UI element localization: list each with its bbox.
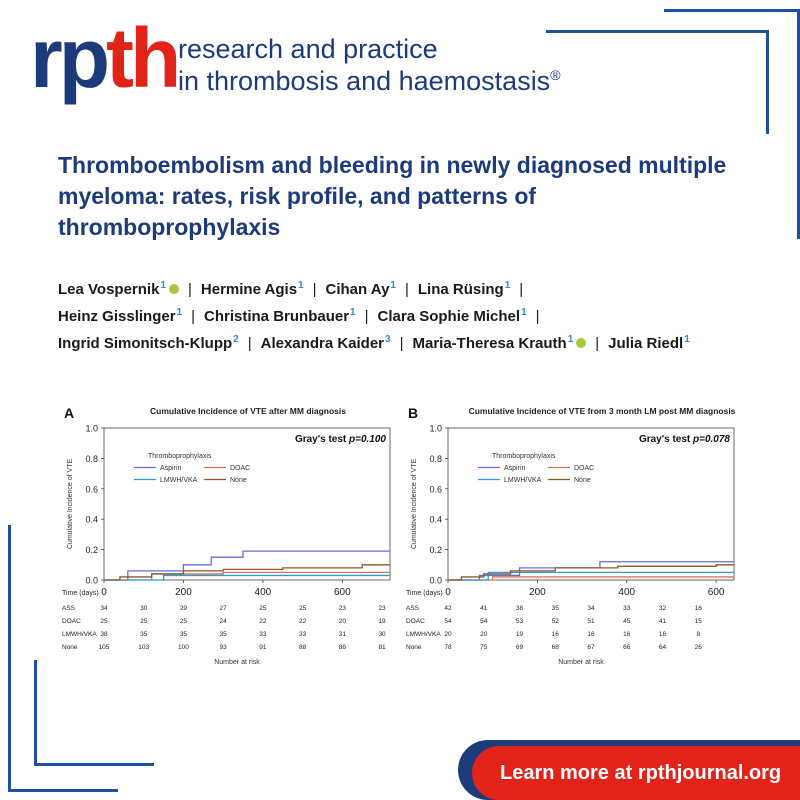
risk-value: 75: [480, 644, 488, 651]
series-line: [104, 575, 390, 580]
author-affiliation: 1: [521, 307, 527, 318]
frame-left-inner: [34, 660, 37, 765]
risk-value: 23: [378, 605, 386, 612]
author-10: [608, 335, 690, 352]
risk-value: 38: [100, 631, 108, 638]
risk-value: 86: [338, 644, 346, 651]
y-axis-label: Cumulative Incidence of VTE: [67, 458, 74, 550]
author-affiliation: 1: [350, 307, 356, 318]
author-6: [378, 308, 527, 325]
x-tick-label: 200: [175, 587, 192, 598]
risk-value: 23: [338, 605, 346, 612]
risk-value: 32: [658, 605, 667, 612]
journal-name-line2-text: in thrombosis and haemostasis: [178, 66, 551, 96]
author-affiliation: 1: [390, 280, 396, 291]
risk-value: 34: [100, 605, 108, 612]
frame-right-vertical: [766, 30, 769, 134]
author-list: [58, 276, 778, 357]
author-separator: |: [312, 281, 317, 298]
risk-row-label: ASS: [406, 605, 420, 612]
risk-value: 54: [444, 618, 452, 625]
risk-value: 68: [551, 644, 559, 651]
y-tick-label: 0.6: [85, 484, 98, 495]
risk-value: 51: [587, 618, 595, 625]
frame-top-right-line: [664, 9, 800, 12]
risk-value: 25: [298, 605, 307, 612]
x-tick-label: 0: [101, 587, 107, 598]
km-chart: [58, 398, 398, 688]
risk-value: 24: [219, 618, 227, 625]
legend-entry: None: [230, 477, 247, 484]
author-affiliation: 1: [160, 280, 166, 291]
risk-value: 15: [694, 618, 702, 625]
chart-title: Cumulative Incidence of VTE after MM diagnosis: [149, 406, 347, 416]
risk-value: 35: [551, 605, 559, 612]
risk-value: 105: [98, 644, 110, 651]
risk-value: 20: [338, 618, 346, 625]
author-name: Ingrid Simonitsch-Klupp: [58, 335, 233, 352]
risk-value: 33: [259, 631, 267, 638]
risk-value: 42: [444, 605, 452, 612]
risk-value: 88: [298, 644, 307, 651]
risk-row-label: DOAC: [406, 618, 425, 625]
risk-value: 34: [587, 605, 595, 612]
grays-test-value: p=0.100: [349, 434, 386, 445]
y-tick-label: 0.8: [429, 453, 442, 464]
grays-test: [295, 434, 386, 445]
author-name: Lina Rüsing: [417, 281, 504, 298]
author-2: [326, 281, 396, 298]
journal-name-line1: research and practice: [178, 34, 438, 64]
risk-row-label: ASS: [62, 605, 76, 612]
risk-value: 54: [480, 618, 488, 625]
x-axis-label: Time (days): [406, 590, 443, 597]
risk-value: 16: [694, 605, 702, 612]
risk-value: 35: [219, 631, 227, 638]
risk-value: 19: [515, 631, 524, 638]
series-line: [448, 577, 734, 580]
x-tick-label: 600: [707, 587, 725, 598]
y-tick-label: 0.0: [429, 575, 442, 586]
author-separator: |: [188, 281, 192, 298]
legend-entry: None: [574, 477, 591, 484]
risk-row-label: DOAC: [62, 618, 81, 625]
grays-test-label: Gray's test: [638, 434, 694, 445]
legend-entry: Aspirin: [504, 465, 526, 472]
chart-panel-b: [402, 398, 742, 688]
risk-value: 22: [298, 618, 307, 625]
risk-value: 25: [140, 618, 148, 625]
legend-entry: LMWH/VKA: [160, 477, 198, 484]
y-tick-label: 0.4: [429, 514, 442, 525]
y-tick-label: 0.2: [429, 545, 442, 556]
author-3: [418, 281, 510, 298]
risk-value: 35: [179, 631, 188, 638]
author-name: Hermine Agis: [200, 281, 298, 298]
risk-value: 22: [259, 618, 267, 625]
x-tick-label: 400: [618, 587, 636, 598]
risk-value: 31: [338, 631, 346, 638]
risk-value: 41: [658, 618, 667, 625]
legend-entry: DOAC: [574, 465, 595, 472]
x-tick-label: 200: [529, 587, 546, 598]
risk-value: 29: [179, 605, 188, 612]
number-at-risk-label: Number at risk: [558, 659, 604, 666]
risk-value: 103: [138, 644, 150, 651]
grays-test: [639, 434, 730, 445]
risk-value: 91: [259, 644, 267, 651]
risk-value: 16: [658, 631, 667, 638]
author-affiliation: 1: [504, 280, 511, 291]
y-tick-label: 1.0: [429, 423, 442, 434]
journal-name-line2: [178, 62, 561, 94]
risk-row-label: LMWH/VKA: [62, 631, 97, 638]
risk-value: 100: [178, 644, 189, 651]
risk-value: 69: [515, 644, 524, 651]
grays-test-label: Gray's test: [294, 434, 350, 445]
y-tick-label: 0.8: [85, 453, 98, 464]
risk-value: 20: [444, 631, 452, 638]
risk-value: 26: [694, 644, 702, 651]
author-separator: |: [191, 308, 196, 325]
risk-value: 16: [623, 631, 631, 638]
orcid-icon[interactable]: [576, 338, 586, 348]
chart-title: Cumulative Incidence of VTE from 3 month LM post MM diagnosis: [468, 406, 736, 416]
series-line: [104, 572, 390, 580]
author-separator: |: [595, 335, 600, 352]
author-affiliation: 3: [385, 334, 391, 345]
author-name: Julia Riedl: [608, 335, 684, 352]
risk-value: 35: [140, 631, 148, 638]
risk-row-label: LMWH/VKA: [406, 631, 441, 638]
risk-value: 38: [515, 605, 524, 612]
author-7: [58, 335, 239, 352]
author-affiliation: 1: [567, 334, 574, 345]
author-separator: |: [404, 281, 409, 298]
risk-value: 53: [515, 618, 524, 625]
legend-entry: LMWH/VKA: [504, 477, 542, 484]
risk-value: 30: [378, 631, 386, 638]
y-tick-label: 1.0: [85, 423, 98, 434]
author-5: [204, 308, 356, 325]
y-tick-label: 0.4: [85, 514, 98, 525]
author-name: Heinz Gisslinger: [58, 308, 176, 325]
logo-mark: [30, 11, 178, 105]
risk-value: 45: [623, 618, 631, 625]
risk-value: 8: [696, 631, 701, 638]
frame-left-vertical: [8, 525, 11, 790]
risk-value: 33: [298, 631, 307, 638]
y-tick-label: 0.2: [85, 545, 98, 556]
x-tick-label: 400: [254, 587, 272, 598]
author-name: Alexandra Kaider: [260, 335, 385, 352]
risk-value: 25: [259, 605, 267, 612]
legend-entry: Aspirin: [160, 465, 182, 472]
risk-row-label: None: [62, 644, 78, 651]
author-4: [58, 308, 182, 325]
logo-th: th: [106, 11, 178, 105]
author-1: [201, 281, 304, 298]
risk-value: 64: [658, 644, 667, 651]
legend-title: Thromboprophylaxis: [148, 453, 212, 460]
logo-rp: rp: [30, 11, 106, 105]
x-tick-label: 0: [445, 587, 451, 598]
y-tick-label: 0.6: [429, 484, 442, 495]
author-separator: |: [399, 335, 404, 352]
risk-value: 67: [587, 644, 595, 651]
author-9: [412, 335, 586, 352]
risk-value: 78: [444, 644, 452, 651]
number-at-risk-label: Number at risk: [214, 659, 260, 666]
plot-area: [104, 428, 390, 580]
risk-value: 25: [179, 618, 188, 625]
panel-label: B: [408, 405, 419, 421]
risk-value: 16: [551, 631, 559, 638]
author-name: Christina Brunbauer: [204, 308, 350, 325]
author-name: Lea Vospernik: [58, 281, 160, 298]
registered-mark: ®: [550, 67, 561, 83]
x-axis-label: Time (days): [62, 590, 99, 597]
author-affiliation: 1: [298, 280, 304, 291]
risk-value: 20: [480, 631, 488, 638]
y-tick-label: 0.0: [85, 575, 98, 586]
author-affiliation: 2: [233, 334, 239, 345]
panel-label: A: [64, 405, 75, 421]
frame-top-line: [546, 30, 766, 33]
risk-value: 16: [587, 631, 595, 638]
legend-entry: DOAC: [230, 465, 251, 472]
risk-value: 41: [480, 605, 488, 612]
risk-value: 93: [219, 644, 227, 651]
author-separator: |: [364, 308, 369, 325]
grays-test-value: p=0.078: [693, 434, 730, 445]
author-separator: |: [519, 281, 524, 298]
author-0: [58, 281, 179, 298]
author-8: [261, 335, 391, 352]
risk-value: 33: [623, 605, 631, 612]
author-name: Clara Sophie Michel: [377, 308, 521, 325]
km-chart: [402, 398, 742, 688]
risk-value: 81: [378, 644, 386, 651]
risk-value: 52: [551, 618, 559, 625]
risk-row-label: None: [406, 644, 422, 651]
learn-more-button[interactable]: Learn more at rpthjournal.org: [472, 746, 800, 800]
author-separator: |: [535, 308, 540, 325]
risk-value: 27: [219, 605, 227, 612]
author-name: Maria-Theresa Krauth: [412, 335, 567, 352]
orcid-icon[interactable]: [169, 284, 179, 294]
frame-bottom-line: [34, 763, 154, 766]
frame-bottom-left: [8, 789, 118, 792]
author-separator: |: [247, 335, 252, 352]
author-affiliation: 1: [176, 307, 183, 318]
risk-value: 30: [140, 605, 148, 612]
risk-value: 66: [623, 644, 631, 651]
risk-value: 25: [100, 618, 108, 625]
author-affiliation: 1: [684, 334, 690, 345]
x-tick-label: 600: [333, 587, 351, 598]
paper-title: Thromboembolism and bleeding in newly diagnosed multiple myeloma: rates, risk profile, and patterns of thromboprophylaxis: [58, 152, 727, 240]
journal-name: [178, 36, 561, 94]
legend-title: Thromboprophylaxis: [492, 453, 556, 460]
chart-panel-a: [58, 398, 398, 688]
risk-value: 19: [378, 618, 386, 625]
y-axis-label: Cumulative Incidence of VTE: [411, 458, 418, 550]
author-name: Cihan Ay: [325, 281, 390, 298]
plot-area: [448, 428, 734, 580]
